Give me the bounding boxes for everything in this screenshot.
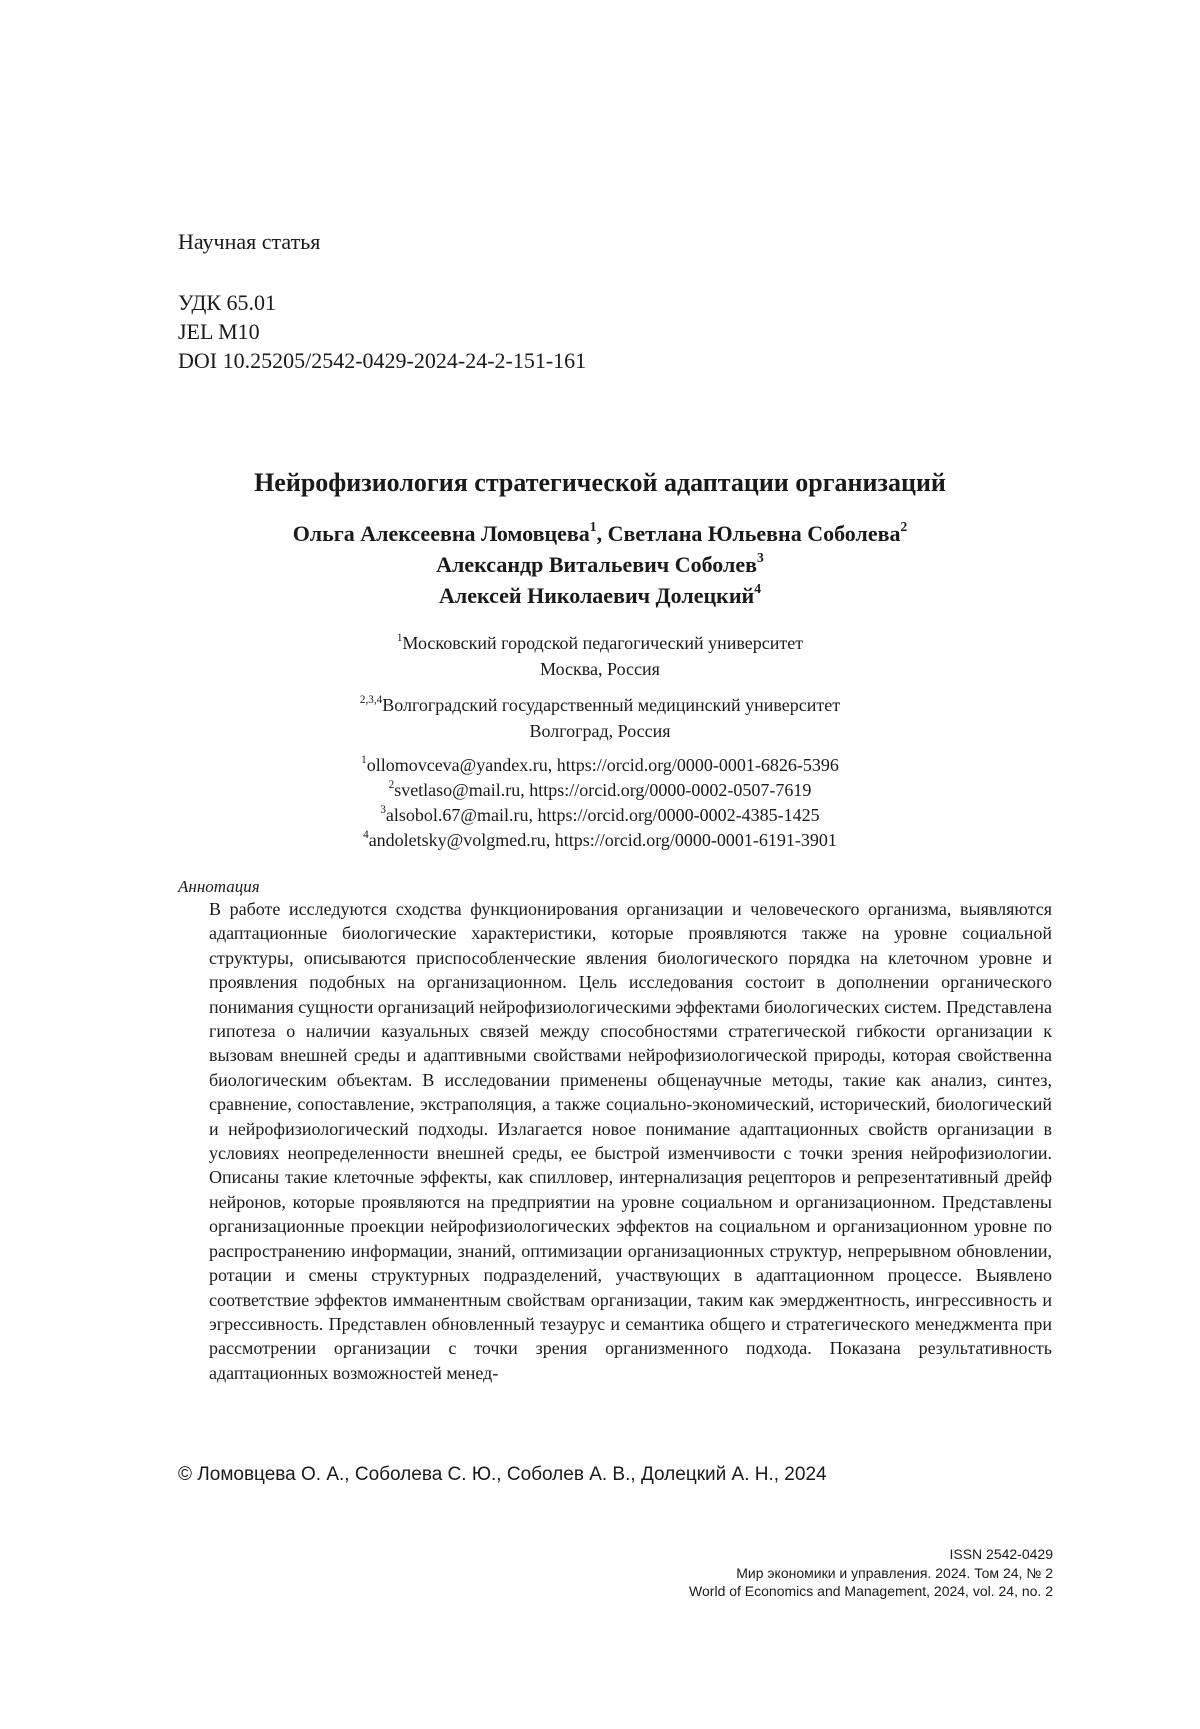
identifiers-block bbox=[178, 288, 586, 375]
affiliation-sup: 2,3,4 bbox=[359, 693, 383, 706]
abstract-label: Аннотация bbox=[178, 877, 260, 896]
author-name: Алексей Николаевич Долецкий bbox=[438, 583, 755, 608]
contact-line bbox=[0, 803, 1200, 828]
contact-text: andoletsky@volgmed.ru, https://orcid.org/0000-0001-6191-3901 bbox=[368, 830, 837, 850]
udc-code: УДК 65.01 bbox=[178, 290, 277, 315]
contact-text: ollomovceva@yandex.ru, https://orcid.org/0000-0001-6826-5396 bbox=[366, 755, 839, 775]
author-sup: 3 bbox=[757, 550, 764, 566]
abstract-text: В работе исследуются сходства функционирования организации и человеческого организма, выявляются адаптационные биологические характеристики, которые проявляются также на уровне социальной структуры, описываются приспособленческие явления биологического порядка на клеточном уровне и проявления подобных на организационном. Цель исследования состоит в дополнении органического понимания сущности организаций нейрофизиологическими эффектами биологических систем. Представлена гипотеза о наличии казуальных связей между способностями стратегической гибкости организации к вызовам внешней среды и адаптивными свойствами нейрофизиологической природы, которая свойственна биологическим объектам. В исследовании применены общенаучные методы, такие как анализ, синтез, сравнение, сопоставление, экстраполяция, а также социально-экономический, исторический, биологический и нейрофизиологический подходы. Излагается новое понимание адаптационных свойств организации в условиях неопределенности внешней среды, ее быстрой изменчивости с точки зрения нейрофизиологии. Описаны такие клеточные эффекты, как спилловер, интернализация рецепторов и репрезентативный дрейф нейронов, которые проявляются на предприятии на уровне социальном и организационном. Представлены организационные проекции нейрофизиологических эффектов на социальном и организационном уровне по распространению информации, знаний, оптимизации организационных структур, непрерывном обновлении, ротации и смены структурных подразделений, участвующих в адаптационном процессе. Выявлено соответствие эффектов имманентным свойствам организации, таким как эмерджентность, ингрессивность и эгрессивность. Представлен обновленный тезаурус и семантика общего и стратегического менеджмента при рассмотрении организации с точки зрения организменного подхода. Показана результативность адаптационных возможностей менед- bbox=[209, 899, 1052, 1383]
author-name: Александр Витальевич Соболев bbox=[436, 552, 757, 577]
journal-footer bbox=[689, 1545, 1053, 1601]
author-sup: 2 bbox=[900, 519, 908, 535]
affiliation-city: Волгоград, Россия bbox=[529, 721, 671, 741]
contact-sup: 4 bbox=[363, 828, 369, 841]
affiliation-org: Московский городской педагогический университет bbox=[402, 633, 804, 653]
authors-block: Ольга Алексеевна Ломовцева$^1$, Светлана Юльевна Соболева$^2$ Александр Витальевич Соболев$^3$ Алексей Николаевич Долецкий$^4$ bbox=[292, 519, 908, 608]
contact-sup: 3 bbox=[380, 803, 386, 816]
affiliation-org: Волгоградский государственный медицинский университет bbox=[382, 695, 841, 715]
jel-code: JEL M10 bbox=[178, 319, 260, 344]
journal-name-en: World of Economics and Management, 2024, vol. 24, no. 2 bbox=[689, 1583, 1053, 1599]
affiliation-city: Москва, Россия bbox=[540, 659, 660, 679]
journal-name-ru: Мир экономики и управления. 2024. Том 24, № 2 bbox=[736, 1564, 1053, 1581]
paper-title: Нейрофизиология стратегической адаптации организаций bbox=[254, 468, 946, 497]
journal-issn: ISSN 2542-0429 bbox=[949, 1546, 1053, 1562]
contact-sup: 2 bbox=[388, 778, 395, 791]
contact-line bbox=[0, 828, 1200, 853]
affiliation-sup: 1 bbox=[396, 631, 403, 644]
copyright-line: © Ломовцева О. А., Соболева С. Ю., Соболев А. В., Долецкий А. Н., 2024 bbox=[178, 1464, 827, 1485]
affiliation-1 bbox=[0, 630, 1200, 682]
contact-sup: 1 bbox=[361, 753, 367, 766]
author-sup: 1 bbox=[589, 519, 597, 535]
affiliation-2 bbox=[0, 692, 1200, 744]
contact-text: alsobol.67@mail.ru, https://orcid.org/0000-0002-4385-1425 bbox=[385, 805, 820, 825]
contact-line bbox=[0, 778, 1200, 803]
author-sup: 4 bbox=[754, 581, 762, 597]
doi: DOI 10.25205/2542-0429-2024-24-2-151-161 bbox=[178, 348, 587, 373]
author-name: Светлана Юльевна Соболева bbox=[607, 521, 901, 546]
contact-line bbox=[0, 753, 1200, 778]
article-type: Научная статья bbox=[178, 229, 321, 254]
contacts-block bbox=[0, 753, 1200, 853]
author-name: Ольга Алексеевна Ломовцева bbox=[292, 521, 590, 546]
contact-text: svetlaso@mail.ru, https://orcid.org/0000-0002-0507-7619 bbox=[394, 780, 812, 800]
